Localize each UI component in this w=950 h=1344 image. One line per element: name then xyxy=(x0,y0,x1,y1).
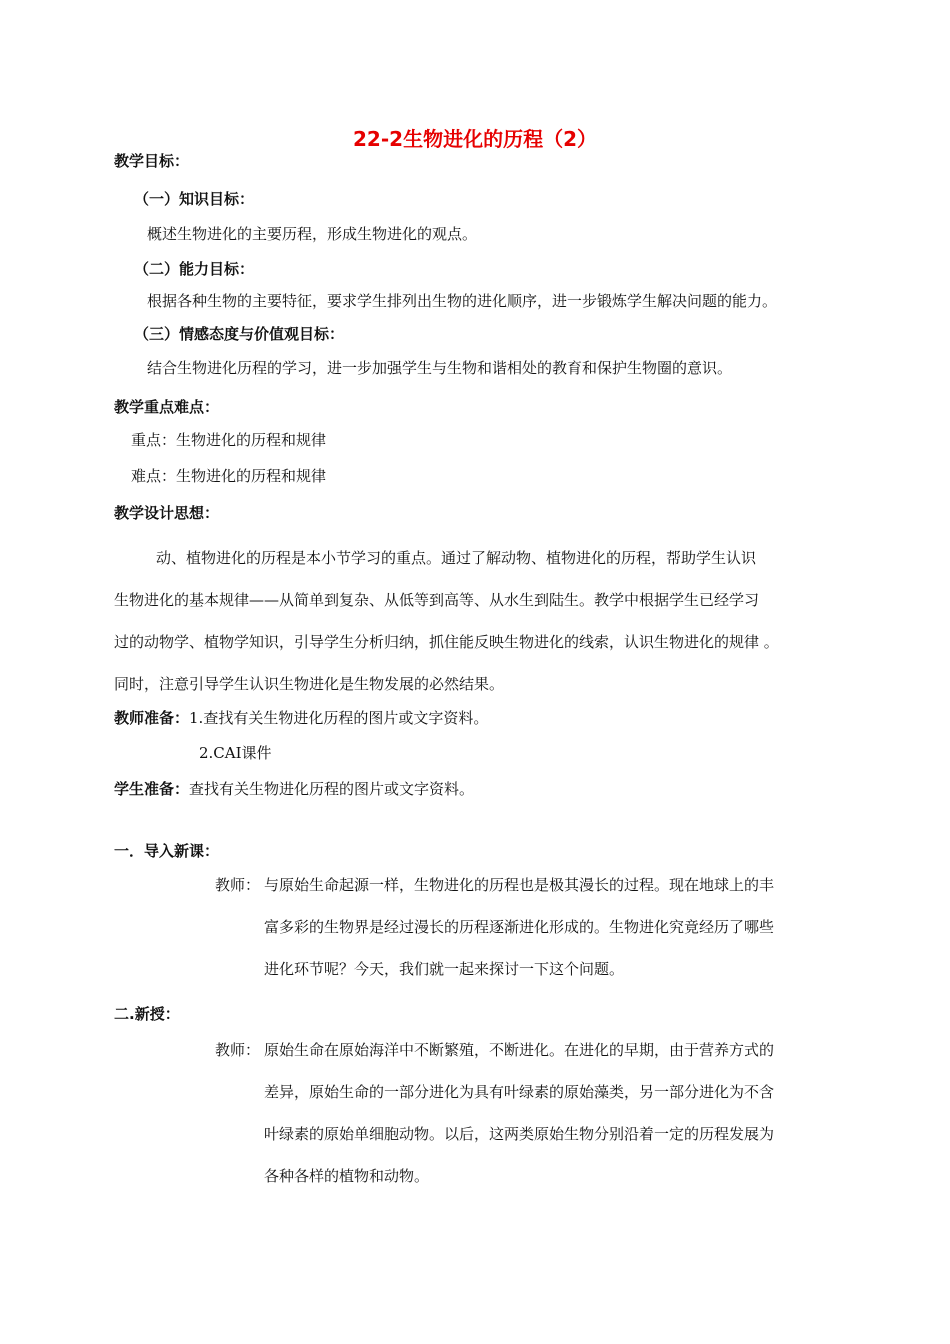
teacher-prep-label: 教师准备： xyxy=(114,709,190,727)
section1-line: 与原始生命起源一样，生物进化的历程也是极其漫长的过程。现在地球上的丰 xyxy=(264,876,775,894)
section1-speaker: 教师： xyxy=(215,876,261,894)
knowledge-objective-text: 概述生物进化的主要历程，形成生物进化的观点。 xyxy=(147,225,478,243)
section2-paragraph xyxy=(264,1029,840,1197)
emotion-objective-text: 结合生物进化历程的学习，进一步加强学生与生物和谐相处的教育和保护生物圈的意识。 xyxy=(147,359,733,377)
design-line: 过的动物学、植物学知识，引导学生分析归纳，抓住能反映生物进化的线索，认识生物进化的规律 。 xyxy=(114,633,779,651)
design-heading: 教学设计思想： xyxy=(114,504,220,522)
design-line: 同时，注意引导学生认识生物进化是生物发展的必然结果。 xyxy=(114,675,505,693)
section2-line: 差异，原始生命的一部分进化为具有叶绿素的原始藻类，另一部分进化为不含 xyxy=(264,1083,775,1101)
section2-line: 原始生命在原始海洋中不断繁殖，不断进化。在进化的早期，由于营养方式的 xyxy=(264,1041,775,1059)
section1-paragraph xyxy=(264,864,840,990)
ability-objective-heading: （二）能力目标： xyxy=(134,260,255,278)
section1-line: 进化环节呢？今天，我们就一起来探讨一下这个问题。 xyxy=(264,960,625,978)
emotion-objective-heading: （三）情感态度与价值观目标： xyxy=(134,325,345,343)
section2-heading: 二.新授： xyxy=(114,1005,180,1023)
focus-point-text: 重点：生物进化的历程和规律 xyxy=(131,431,327,449)
student-prep xyxy=(114,779,474,799)
design-line: 生物进化的基本规律——从简单到复杂、从低等到高等、从水生到陆生。教学中根据学生已经学习 xyxy=(114,591,760,609)
ability-objective-text: 根据各种生物的主要特征，要求学生排列出生物的进化顺序，进一步锻炼学生解决问题的能力。 xyxy=(147,292,778,310)
section2-line: 叶绿素的原始单细胞动物。以后，这两类原始生物分别沿着一定的历程发展为 xyxy=(264,1125,775,1143)
design-line: 动、植物进化的历程是本小节学习的重点。通过了解动物、植物进化的历程，帮助学生认识 xyxy=(156,549,757,567)
section1-line: 富多彩的生物界是经过漫长的历程逐渐进化形成的。生物进化究竟经历了哪些 xyxy=(264,918,775,936)
student-prep-text: 查找有关生物进化历程的图片或文字资料。 xyxy=(189,780,475,798)
objectives-heading: 教学目标： xyxy=(114,152,190,170)
knowledge-objective-heading: （一）知识目标： xyxy=(134,190,255,208)
teacher-prep xyxy=(114,708,488,728)
document-title: 22-2生物进化的历程（2） xyxy=(353,127,597,151)
student-prep-label: 学生准备： xyxy=(114,780,190,798)
difficulty-point-text: 难点：生物进化的历程和规律 xyxy=(131,467,327,485)
key-points-heading: 教学重点难点： xyxy=(114,398,220,416)
design-paragraph xyxy=(114,537,848,705)
section2-speaker: 教师： xyxy=(215,1041,261,1059)
section1-heading: 一．导入新课： xyxy=(114,842,220,860)
teacher-prep-item: 2.CAI课件 xyxy=(199,744,272,762)
teacher-prep-item: 1.查找有关生物进化历程的图片或文字资料。 xyxy=(189,709,489,727)
section2-line: 各种各样的植物和动物。 xyxy=(264,1167,430,1185)
